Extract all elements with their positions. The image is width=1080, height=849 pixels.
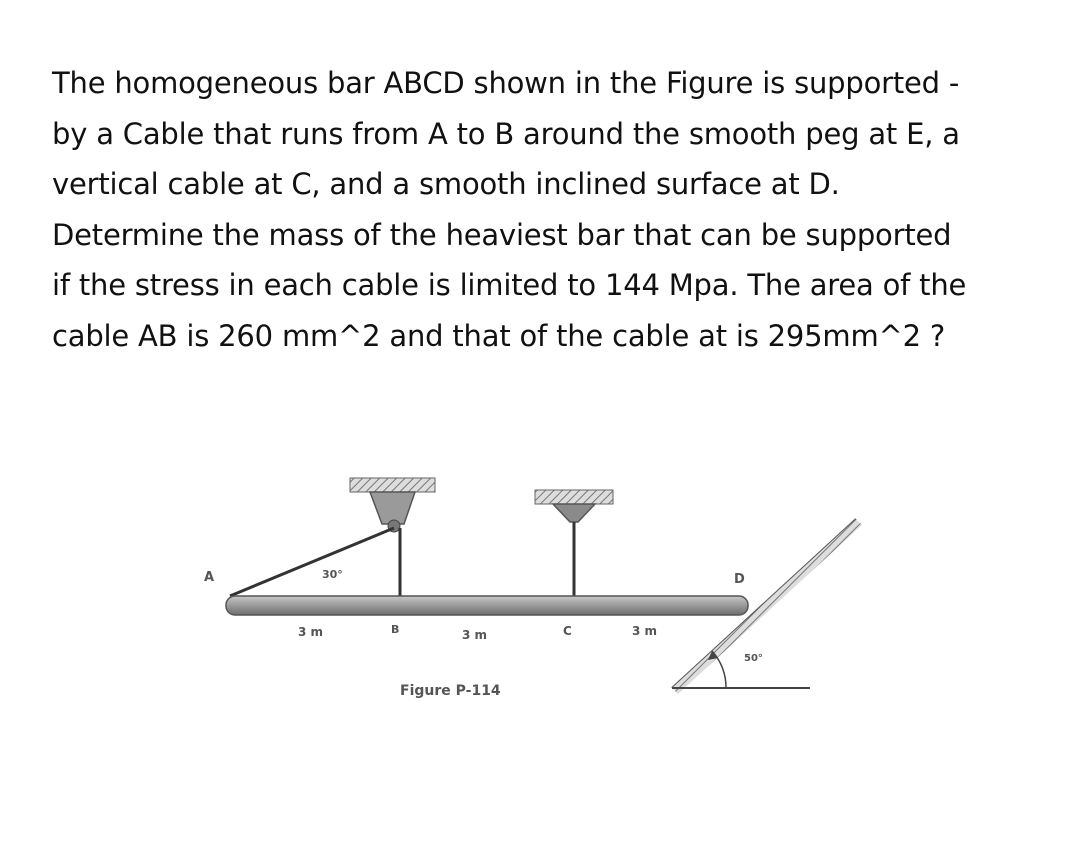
label-b: B: [391, 623, 400, 636]
figure-caption: Figure P-114: [400, 683, 501, 699]
problem-line: if the stress in each cable is limited to 144 Mpa. The area of the: [52, 268, 967, 303]
label-angle-incline: 50°: [744, 653, 763, 664]
label-c: C: [563, 624, 572, 638]
peg-support-e: [350, 478, 435, 532]
problem-line: Determine the mass of the heaviest bar that can be supported: [52, 217, 952, 252]
label-a: A: [204, 570, 215, 585]
cable-ae: [230, 528, 394, 596]
problem-line: vertical cable at C, and a smooth inclined surface at D.: [52, 167, 840, 202]
label-dim-bc: 3 m: [462, 628, 488, 642]
label-dim-ab: 3 m: [298, 625, 324, 639]
label-d: D: [734, 572, 745, 587]
problem-line: cable AB is 260 mm^2 and that of the cable at is 295mm^2 ?: [52, 318, 946, 353]
bar-abcd: [226, 596, 748, 615]
problem-line: by a Cable that runs from A to B around the smooth peg at E, a: [52, 116, 960, 151]
label-angle-cable: 30°: [322, 568, 343, 581]
problem-line: The homogeneous bar ABCD shown in the Figure is supported -: [52, 66, 960, 100]
label-dim-cd: 3 m: [632, 624, 658, 638]
ceiling-support-c: [535, 490, 613, 522]
